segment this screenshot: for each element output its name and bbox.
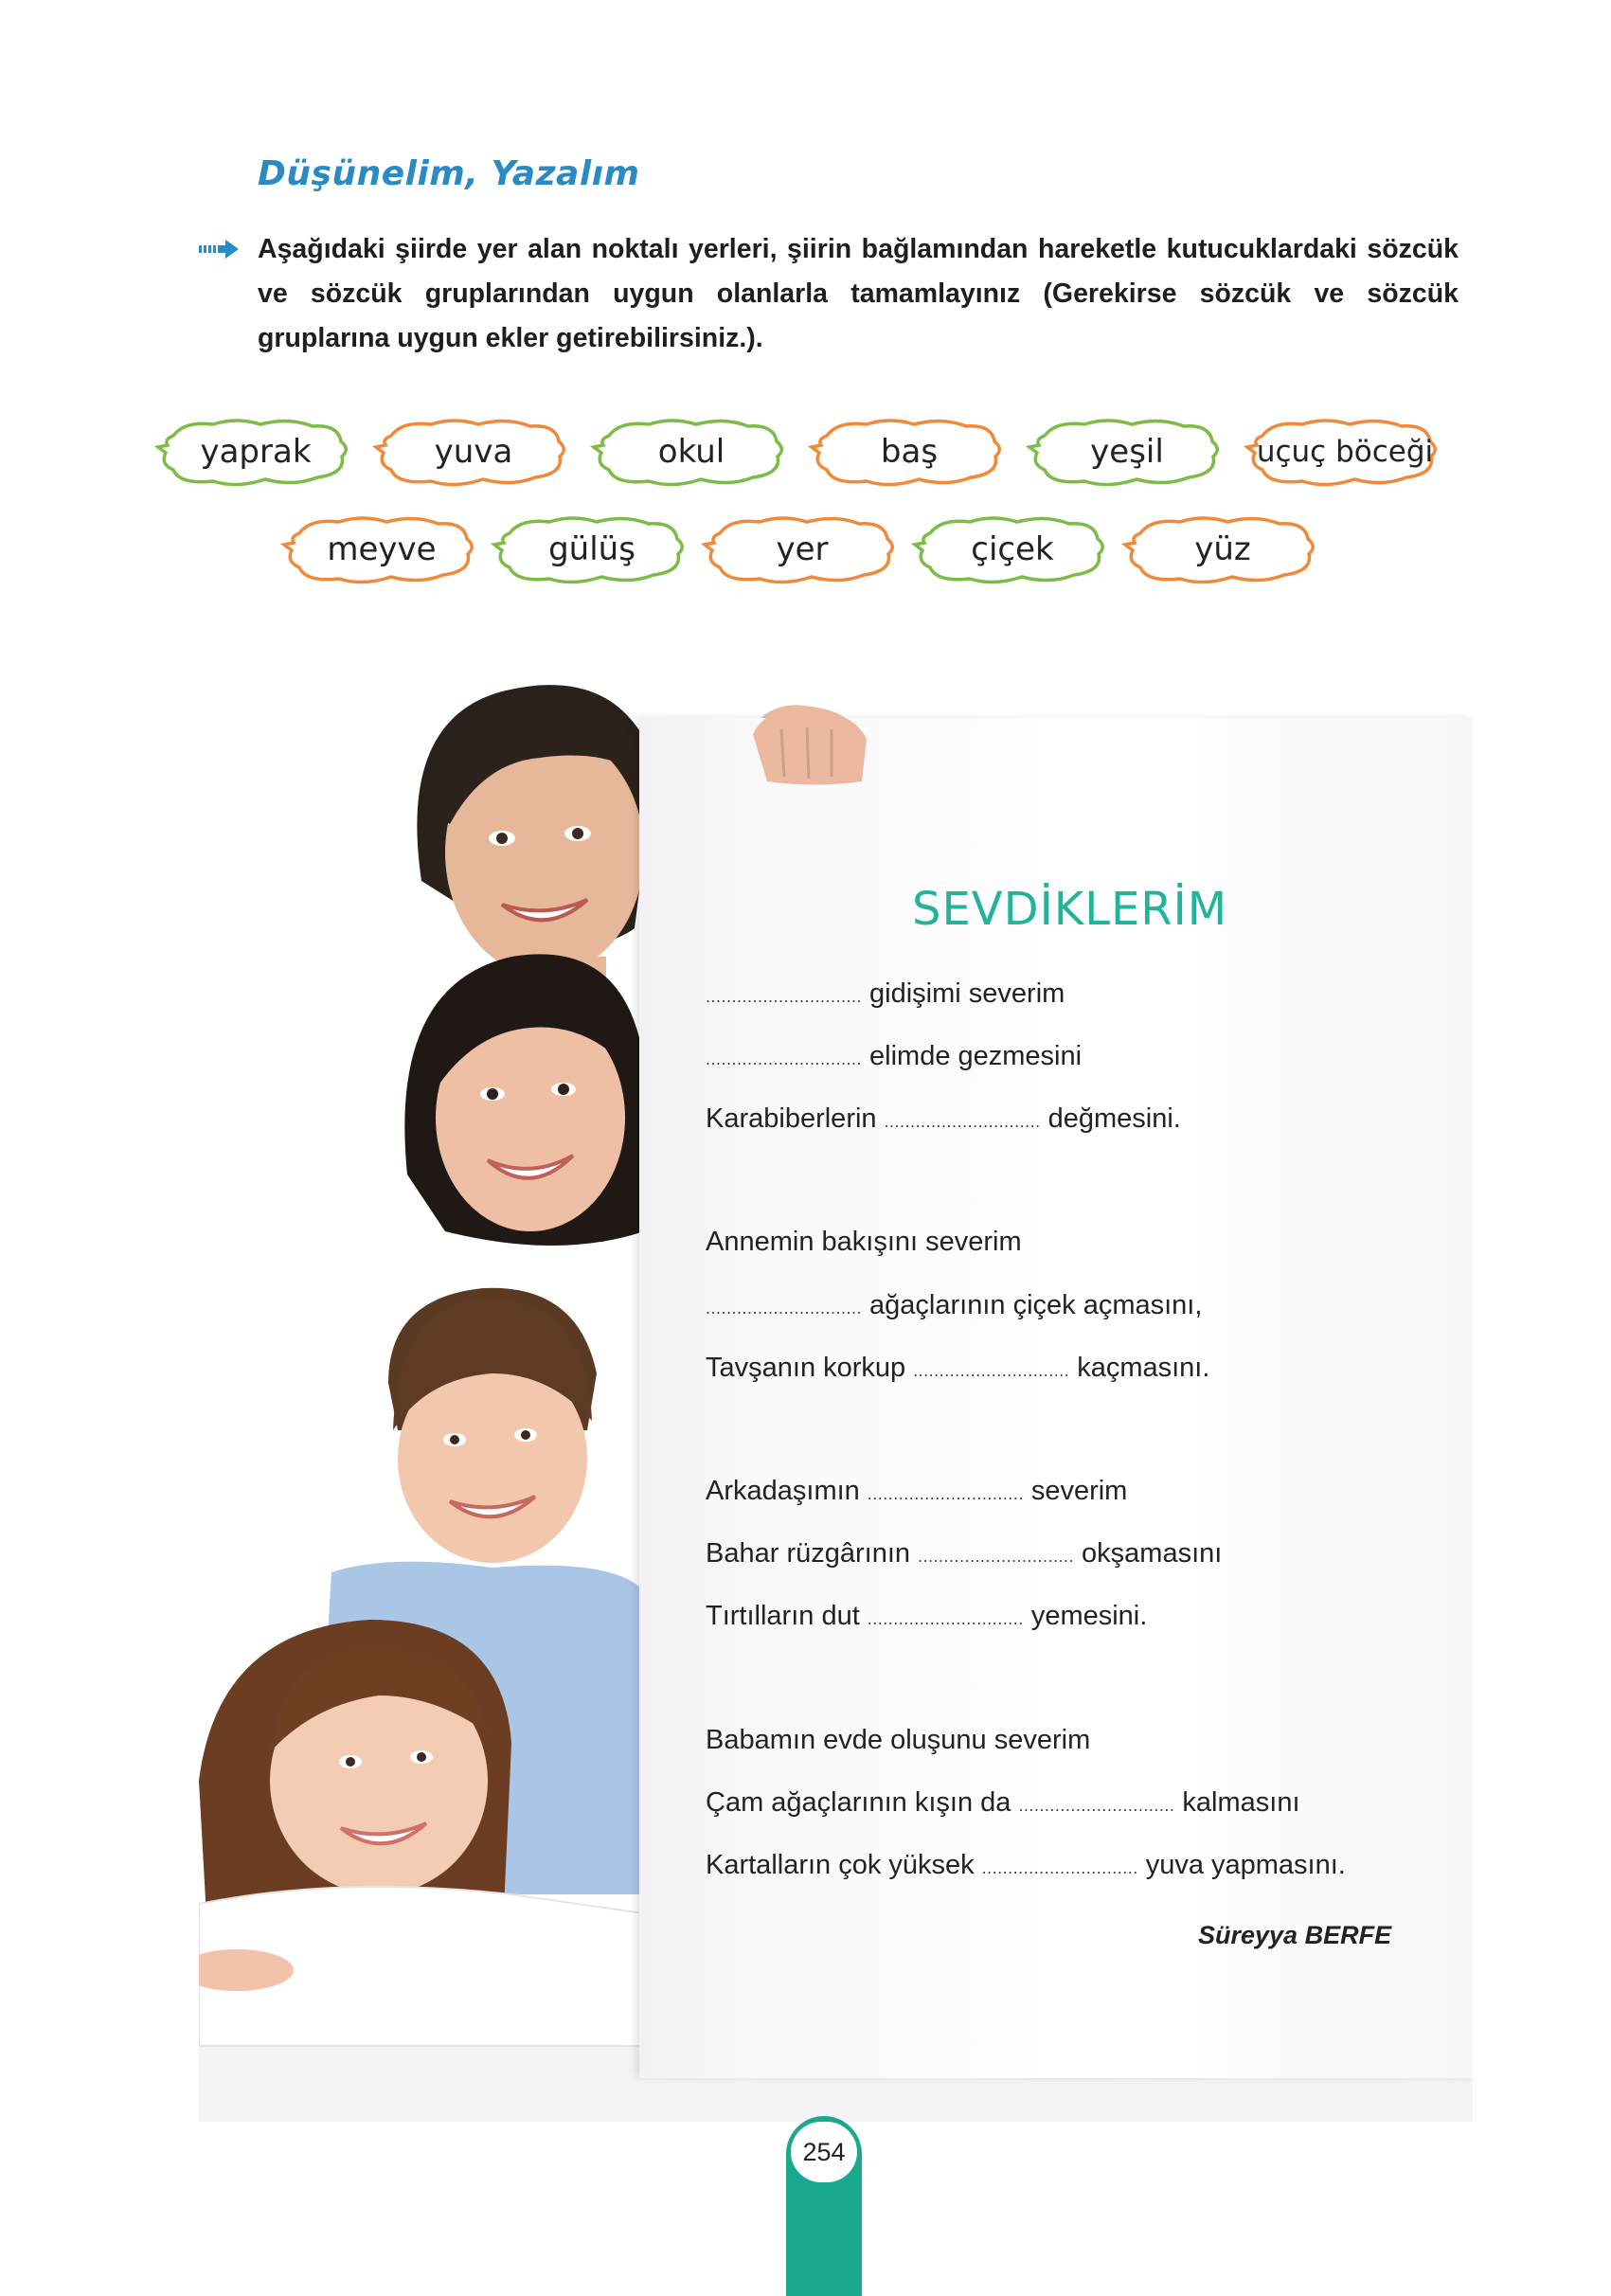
poem-line — [706, 1787, 1300, 1819]
poem-line — [706, 1353, 1209, 1384]
blank-fill-in[interactable]: .............................. — [918, 1547, 1075, 1566]
section-title: Düşünelim, Yazalım — [258, 154, 640, 193]
poem-line-text-before: Çam ağaçlarının kışın da — [706, 1787, 1011, 1818]
word-cloud-label: okul — [657, 433, 725, 471]
word-cloud — [913, 512, 1112, 586]
word-cloud — [1028, 415, 1226, 489]
word-cloud-label: yeşil — [1090, 433, 1164, 471]
word-cloud — [374, 415, 573, 489]
mother-figure — [404, 954, 644, 1246]
word-cloud-label: baş — [880, 433, 939, 471]
blank-fill-in[interactable]: .............................. — [706, 1049, 863, 1068]
poem-line — [706, 1290, 1202, 1321]
poem-line-text-before: Babamın evde oluşunu severim — [706, 1725, 1091, 1755]
blank-fill-in[interactable]: .............................. — [1018, 1796, 1175, 1815]
word-cloud — [592, 415, 791, 489]
blank-fill-in[interactable]: .............................. — [867, 1609, 1024, 1628]
poem-line — [706, 1041, 1082, 1072]
poem-line-text-after: ağaçlarının çiçek açmasını, — [869, 1290, 1203, 1320]
word-cloud — [282, 512, 481, 586]
poem-line-text-after: gidişimi severim — [869, 978, 1065, 1009]
word-cloud-label: yer — [776, 530, 829, 568]
word-cloud — [156, 415, 355, 489]
word-cloud-label: meyve — [327, 530, 437, 568]
poem-author: Süreyya BERFE — [1198, 1921, 1392, 1949]
poem-line — [706, 1538, 1222, 1570]
poem-line — [706, 978, 1065, 1010]
blank-fill-in[interactable]: .............................. — [867, 1484, 1024, 1503]
poem-line-text-before: Karabiberlerin — [706, 1103, 877, 1134]
poem-line-text-before: Tırtılların dut — [706, 1601, 860, 1631]
word-cloud-label: çiçek — [971, 530, 1054, 568]
poem-line — [706, 1476, 1127, 1507]
arrow-icon — [199, 239, 239, 260]
poem-line-text-after: kaçmasını. — [1077, 1353, 1210, 1383]
poem-line — [706, 1227, 1022, 1258]
poem-line-text-after: değmesini. — [1047, 1103, 1181, 1134]
poem-line-text-after: okşamasını — [1082, 1538, 1223, 1569]
blank-fill-in[interactable]: .............................. — [981, 1858, 1138, 1877]
poem-line-text-before: Bahar rüzgârının — [706, 1538, 911, 1569]
poem-line-text-after: elimde gezmesini — [869, 1041, 1083, 1071]
word-cloud-label: uçuç böceği — [1256, 435, 1434, 469]
poem-line-text-before: Tavşanın korkup — [706, 1353, 906, 1383]
poem-line — [706, 1850, 1346, 1881]
poem-line-text-before: Arkadaşımın — [706, 1476, 860, 1506]
poem-line — [706, 1601, 1147, 1632]
word-cloud-label: yuva — [434, 433, 513, 471]
poem-line-text-after: yuva yapmasını. — [1145, 1850, 1346, 1880]
page-number: 254 — [791, 2122, 857, 2182]
poem-line-text-before: Annemin bakışını severim — [706, 1227, 1022, 1257]
poem-line — [706, 1103, 1181, 1135]
instruction-text: Aşağıdaki şiirde yer alan noktalı yerleri, şiirin bağlamından hareketle kutucuklardaki sözcük ve sözcük gruplarından uygun olanlarla tamamlayınız (Gerekirse sözcük ve sözcük gruplarına uygun ekler getirebilirsiniz.). — [258, 234, 1459, 353]
word-cloud — [703, 512, 902, 586]
poem-line — [706, 1725, 1090, 1756]
hand-on-board — [748, 701, 881, 786]
word-cloud — [810, 415, 1009, 489]
word-cloud — [492, 512, 691, 586]
blank-fill-in[interactable]: .............................. — [884, 1112, 1041, 1131]
poem-line-text-after: kalmasını — [1182, 1787, 1300, 1818]
word-cloud-label: yaprak — [200, 433, 312, 471]
blank-fill-in[interactable]: .............................. — [706, 1299, 863, 1318]
poem-title: SEVDİKLERİM — [912, 883, 1228, 936]
word-cloud — [1245, 415, 1444, 489]
poem-line-text-after: severim — [1030, 1476, 1128, 1506]
word-cloud-label: gülüş — [548, 530, 635, 568]
word-cloud-label: yüz — [1194, 530, 1251, 568]
poem-line-text-before: Kartalların çok yüksek — [706, 1850, 975, 1880]
blank-fill-in[interactable]: .............................. — [913, 1361, 1070, 1380]
blank-fill-in[interactable]: .............................. — [706, 987, 863, 1006]
word-cloud — [1123, 512, 1322, 586]
poem-line-text-after: yemesini. — [1030, 1601, 1148, 1631]
